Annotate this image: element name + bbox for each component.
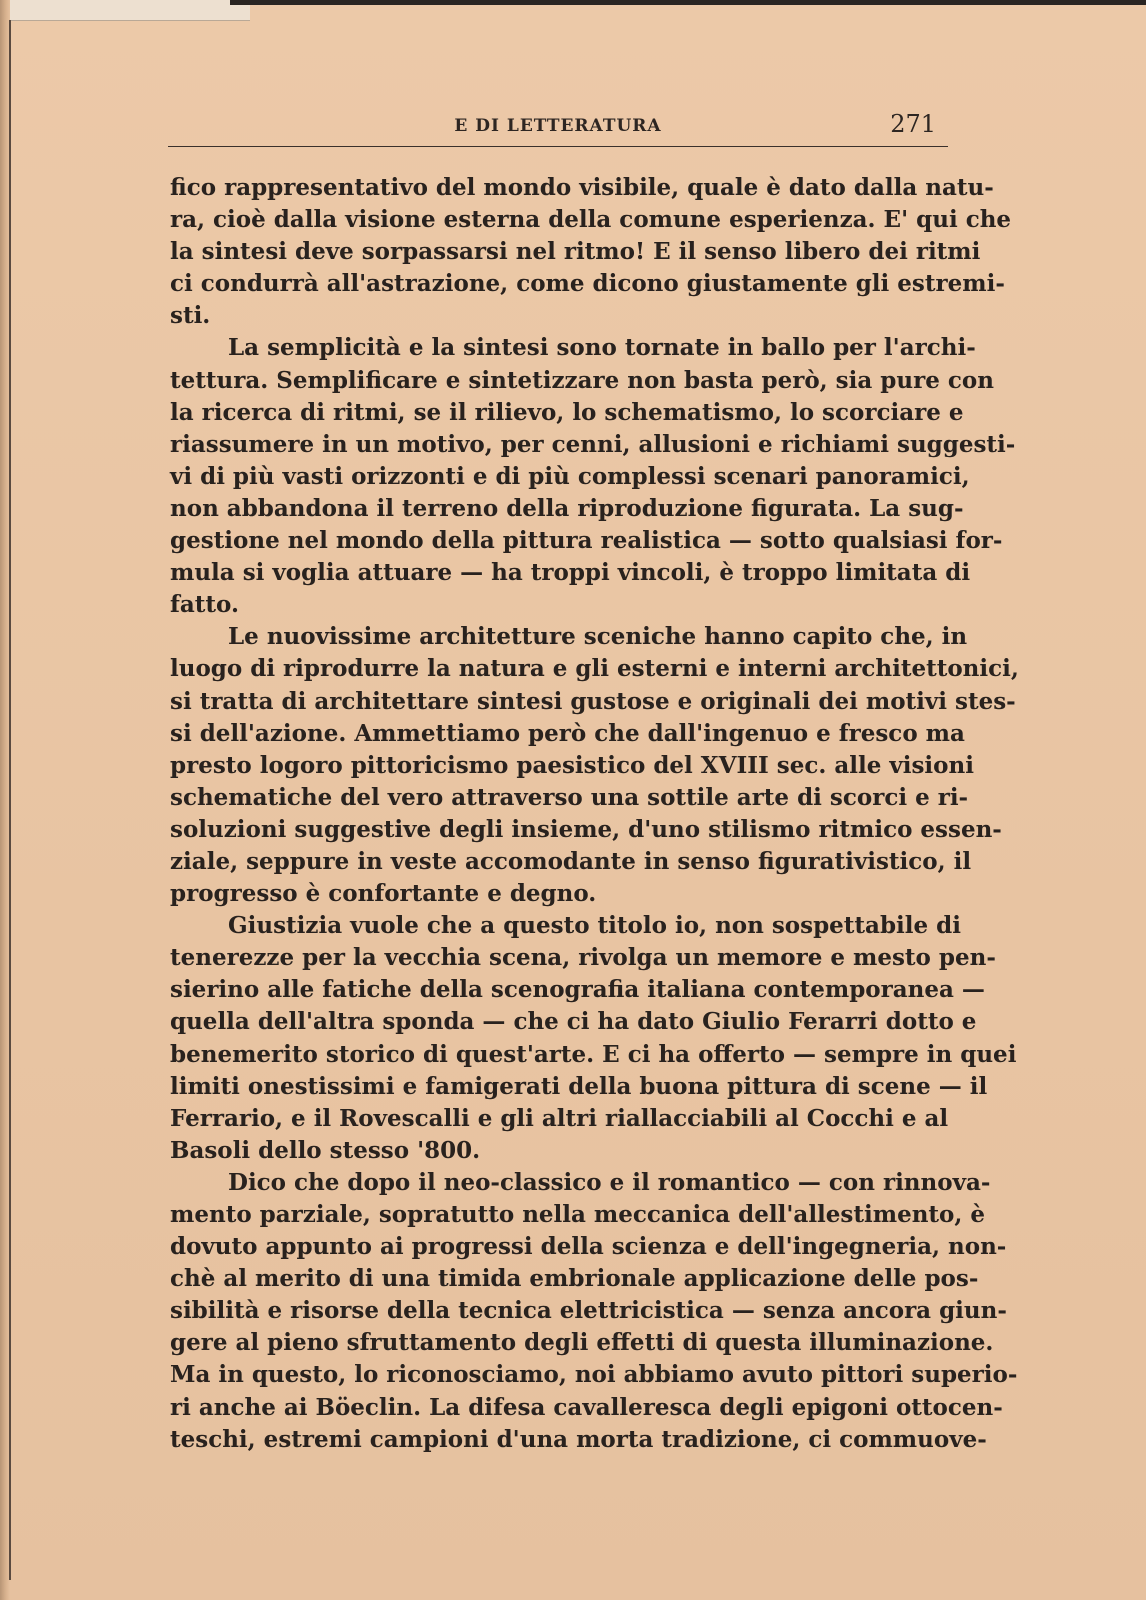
text-line: non abbandona il terreno della riproduzione figurata. La sug- bbox=[170, 494, 964, 522]
running-head: E DI LETTERATURA bbox=[454, 116, 662, 136]
text-line: quella dell'altra sponda — che ci ha dato Giulio Ferarri dotto e bbox=[170, 1008, 977, 1036]
text-line: presto logoro pittoricismo paesistico del XVIII sec. alle visioni bbox=[170, 751, 974, 779]
text-line: la sintesi deve sorpassarsi nel ritmo! E il senso libero dei ritmi bbox=[170, 238, 981, 266]
text-line: chè al merito di una timida embrionale applicazione delle pos- bbox=[170, 1265, 979, 1293]
text-line: limiti onestissimi e famigerati della buona pittura di scene — il bbox=[170, 1072, 988, 1100]
text-line: ziale, seppure in veste accomodante in senso figurativistico, il bbox=[170, 847, 972, 875]
text-line: ra, cioè dalla visione esterna della comune esperienza. E' qui che bbox=[170, 206, 1012, 234]
top-dark-edge bbox=[230, 0, 1146, 5]
text-line: sierino alle fatiche della scenografia italiana contemporanea — bbox=[170, 976, 985, 1004]
text-line: schematiche del vero attraverso una sottile arte di scorci e ri- bbox=[170, 783, 969, 811]
text-line: tenerezze per la vecchia scena, rivolga un memore e mesto pen- bbox=[170, 944, 996, 972]
text-line: vi di più vasti orizzonti e di più complessi scenari panoramici, bbox=[170, 462, 970, 490]
text-line: gere al pieno sfruttamento degli effetti di questa illuminazione. bbox=[170, 1329, 994, 1357]
text-line: fico rappresentativo del mondo visibile, quale è dato dalla natu- bbox=[170, 174, 994, 201]
text-line: sti. bbox=[170, 302, 211, 330]
text-line: sibilità e risorse della tecnica elettricistica — senza ancora giun- bbox=[170, 1297, 1007, 1325]
torn-paper-scrap bbox=[0, 0, 250, 21]
page-header bbox=[168, 110, 948, 147]
text-line: soluzioni suggestive degli insieme, d'uno stilismo ritmico essen- bbox=[170, 815, 1002, 843]
page-number: 271 bbox=[890, 110, 936, 138]
text-line: progresso è confortante e degno. bbox=[170, 880, 597, 908]
text-line: fatto. bbox=[170, 591, 239, 619]
text-line: dovuto appunto ai progressi della scienza e dell'ingegneria, non- bbox=[170, 1233, 1007, 1261]
text-line: Giustizia vuole che a questo titolo io, non sospettabile di bbox=[228, 912, 961, 940]
binding-line bbox=[9, 20, 11, 1580]
body-text bbox=[170, 172, 1019, 1456]
text-line: si tratta di architettare sintesi gustose e originali dei motivi stes- bbox=[170, 687, 1016, 715]
text-line: Ferrario, e il Rovescalli e gli altri riallacciabili al Cocchi e al bbox=[170, 1104, 949, 1132]
text-line: Le nuovissime architetture sceniche hanno capito che, in bbox=[228, 623, 968, 651]
text-line: Ma in questo, lo riconosciamo, noi abbiamo avuto pittori superio- bbox=[170, 1361, 1018, 1389]
text-line: benemerito storico di quest'arte. E ci ha offerto — sempre in quei bbox=[170, 1040, 1017, 1068]
text-line: si dell'azione. Ammettiamo però che dall'ingenuo e fresco ma bbox=[170, 719, 965, 747]
text-line: mento parziale, sopratutto nella meccanica dell'allestimento, è bbox=[170, 1201, 986, 1228]
text-line: tettura. Semplificare e sintetizzare non basta però, sia pure con bbox=[170, 366, 994, 394]
text-line: mula si voglia attuare — ha troppi vincoli, è troppo limitata di bbox=[170, 559, 971, 587]
text-line: Dico che dopo il neo-classico e il romantico — con rinnova- bbox=[228, 1168, 991, 1196]
text-line: La semplicità e la sintesi sono tornate in ballo per l'archi- bbox=[228, 334, 976, 362]
text-line: la ricerca di ritmi, se il rilievo, lo schematismo, lo scorciare e bbox=[170, 398, 964, 426]
text-line: ri anche ai Böeclin. La difesa cavalleresca degli epigoni ottocen- bbox=[170, 1393, 1003, 1421]
text-line: gestione nel mondo della pittura realistica — sotto qualsiasi for- bbox=[170, 527, 1003, 555]
text-line: riassumere in un motivo, per cenni, allusioni e richiami suggesti- bbox=[170, 430, 1016, 458]
text-line: ci condurrà all'astrazione, come dicono giustamente gli estremi- bbox=[170, 270, 1005, 298]
text-line: teschi, estremi campioni d'una morta tradizione, ci commuove- bbox=[170, 1425, 987, 1453]
text-line: luogo di riprodurre la natura e gli esterni e interni architettonici, bbox=[170, 655, 1019, 683]
text-line: Basoli dello stesso '800. bbox=[170, 1136, 481, 1164]
